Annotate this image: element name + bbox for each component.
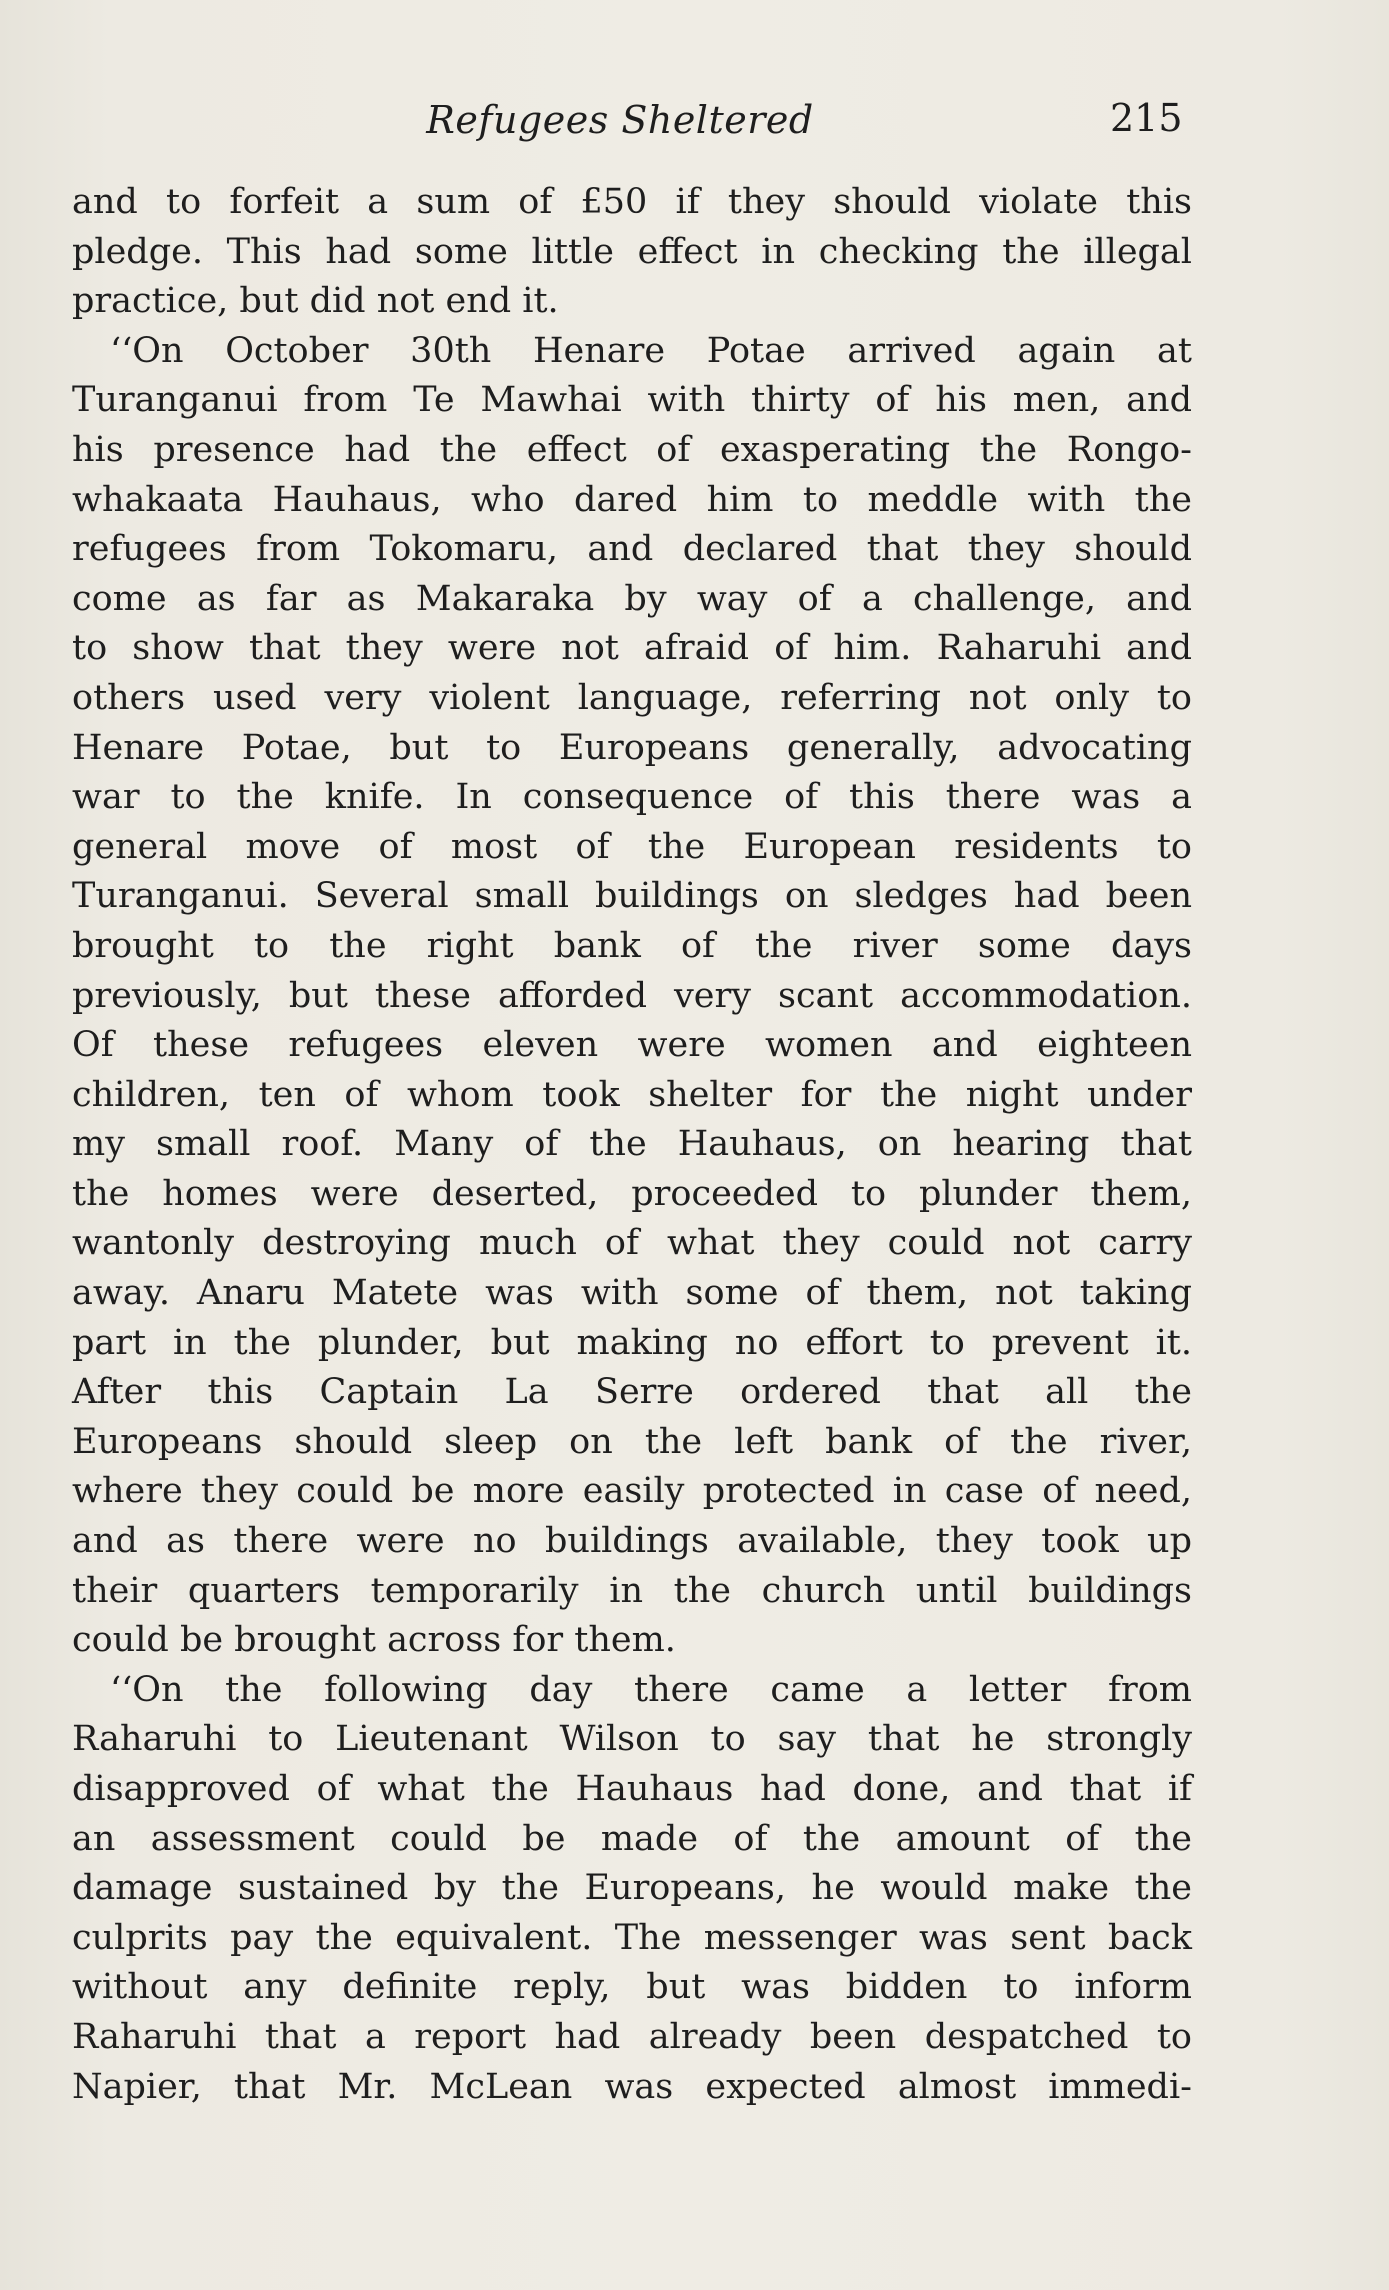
text-line: ‘‘On October 30th Henare Potae arrived again at	[110, 330, 1192, 371]
text-line: without any definite reply, but was bidden to inform	[72, 1967, 1192, 2008]
text-line: Henare Potae, but to Europeans generally, advocating	[72, 727, 1192, 768]
text-line: children, ten of whom took shelter for the night under	[72, 1074, 1192, 1115]
text-line: war to the knife. In consequence of this there was a	[72, 777, 1192, 818]
text-line: brought to the right bank of the river some days	[72, 925, 1192, 966]
text-line: general move of most of the European residents to	[72, 826, 1192, 867]
body-text	[72, 178, 1192, 2112]
text-line: practice, but did not end it.	[72, 281, 559, 322]
text-line: Raharuhi that a report had already been despatched to	[72, 2016, 1192, 2057]
text-line: pledge. This had some little effect in checking the illegal	[72, 231, 1192, 272]
text-line: Turanganui from Te Mawhai with thirty of his men, and	[72, 380, 1192, 421]
text-line: previously, but these afforded very scant accommodation.	[72, 975, 1192, 1016]
page-number: 215	[1110, 96, 1183, 140]
text-line: culprits pay the equivalent. The messenger was sent back	[72, 1917, 1192, 1958]
text-line: Turanganui. Several small buildings on sledges had been	[72, 876, 1192, 917]
text-line: and as there were no buildings available, they took up	[72, 1521, 1192, 1562]
text-line: my small roof. Many of the Hauhaus, on hearing that	[72, 1124, 1192, 1165]
text-line: the homes were deserted, proceeded to plunder them,	[72, 1173, 1192, 1214]
text-line: others used very violent language, referring not only to	[72, 677, 1192, 718]
text-line: their quarters temporarily in the church until buildings	[72, 1570, 1192, 1611]
text-line: away. Anaru Matete was with some of them, not taking	[72, 1273, 1192, 1314]
text-line: Raharuhi to Lieutenant Wilson to say that he strongly	[72, 1719, 1192, 1760]
text-line: and to forfeit a sum of £50 if they should violate this	[72, 182, 1192, 222]
text-line: could be brought across for them.	[72, 1620, 676, 1661]
text-line: whakaata Hauhaus, who dared him to meddle with the	[72, 479, 1192, 520]
text-line: ‘‘On the following day there came a letter from	[110, 1669, 1192, 1710]
text-line: Of these refugees eleven were women and eighteen	[72, 1025, 1192, 1066]
text-line: Europeans should sleep on the left bank of the river,	[72, 1421, 1192, 1462]
text-line: refugees from Tokomaru, and declared that they should	[72, 529, 1192, 570]
text-line: to show that they were not afraid of him. Raharuhi and	[72, 628, 1192, 669]
text-line: disapproved of what the Hauhaus had done, and that if	[72, 1769, 1192, 1809]
text-line: his presence had the effect of exasperating the Rongo-	[72, 429, 1192, 470]
text-line: an assessment could be made of the amount of the	[72, 1818, 1192, 1859]
text-line: Napier, that Mr. McLean was expected almost immedi-	[72, 2066, 1192, 2107]
text-line: damage sustained by the Europeans, he would make the	[72, 1868, 1192, 1909]
text-line: where they could be more easily protected in case of need,	[72, 1471, 1192, 1512]
text-line: wantonly destroying much of what they could not carry	[72, 1223, 1192, 1264]
text-line: come as far as Makaraka by way of a challenge, and	[72, 578, 1192, 619]
text-line: After this Captain La Serre ordered that all the	[72, 1372, 1192, 1413]
text-line: part in the plunder, but making no effort to prevent it.	[72, 1322, 1192, 1363]
running-title: Refugees Sheltered	[426, 98, 814, 142]
